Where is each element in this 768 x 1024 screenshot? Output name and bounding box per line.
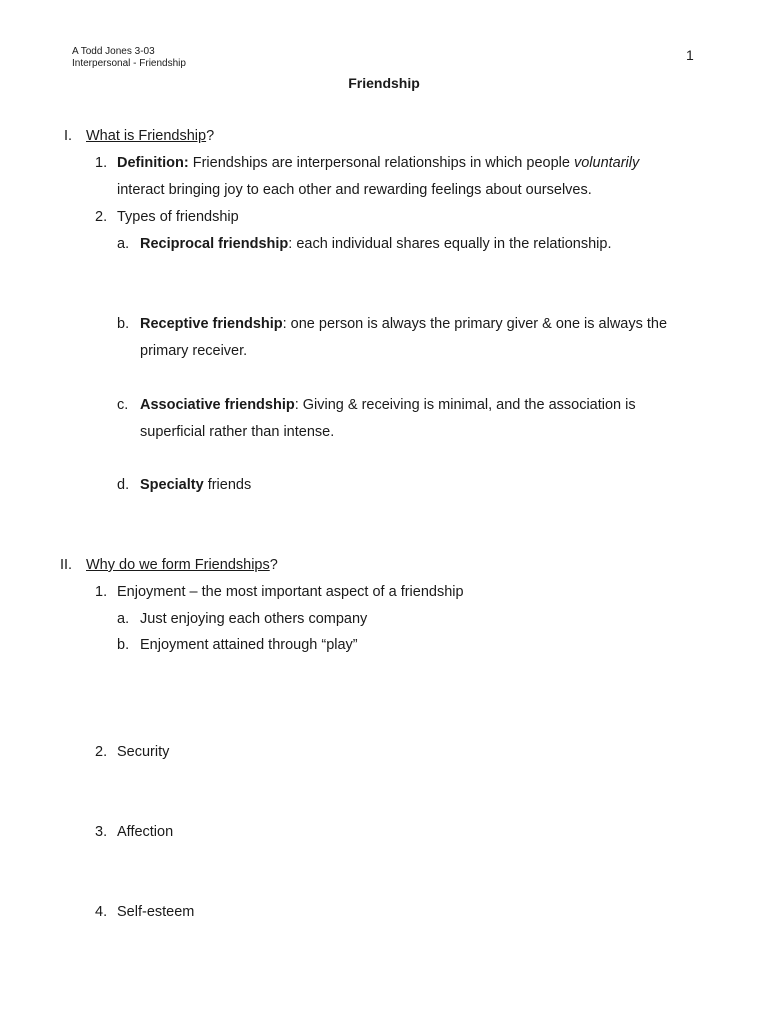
definition-label: Definition: <box>117 155 189 171</box>
section-1-heading-text: What is Friendship <box>86 128 207 144</box>
page-number: 1 <box>686 47 694 63</box>
sub-a-text <box>140 234 612 254</box>
header-course: Interpersonal - Friendship <box>72 58 186 69</box>
sub-b-bold: Receptive friendship <box>140 316 283 332</box>
item-2-3-text: Affection <box>117 824 174 840</box>
sub-c-letter: c. <box>117 397 129 413</box>
sub-b-desc: : one person is always the primary giver & one is always the <box>282 316 668 332</box>
definition-text: Friendships are interpersonal relationships in which people <box>188 155 574 171</box>
sub-d-letter: d. <box>117 477 130 493</box>
item-1-2-number: 2. <box>95 209 108 225</box>
sub-c-text <box>140 395 636 415</box>
section-2-heading <box>86 555 278 575</box>
section-1-heading <box>86 126 214 146</box>
item-2-2-text: Security <box>117 744 170 760</box>
section-2-heading-suffix: ? <box>269 557 278 573</box>
page-title: Friendship <box>348 75 420 91</box>
section-2-numeral: II. <box>60 557 73 573</box>
item-2-2-number: 2. <box>95 744 108 760</box>
header-author: A Todd Jones 3-03 <box>72 46 155 57</box>
item-2-3-number: 3. <box>95 824 108 840</box>
definition-italic: voluntarily <box>573 155 640 171</box>
sub-d-desc: friends <box>203 477 252 493</box>
item-2-1-a-letter: a. <box>117 611 130 627</box>
sub-c-continuation: superficial rather than intense. <box>140 424 335 440</box>
item-2-1-text: Enjoyment – the most important aspect of a friendship <box>117 584 464 600</box>
item-1-1-text <box>117 153 639 173</box>
sub-a-bold: Reciprocal friendship <box>140 236 289 252</box>
item-1-2-text: Types of friendship <box>117 209 239 225</box>
section-2-heading-text: Why do we form Friendships <box>86 557 270 573</box>
item-1-1-continuation: interact bringing joy to each other and rewarding feelings about ourselves. <box>117 182 592 198</box>
item-2-1-b-text: Enjoyment attained through “play” <box>140 637 358 653</box>
sub-a-letter: a. <box>117 236 130 252</box>
item-2-1-a-text: Just enjoying each others company <box>140 611 368 627</box>
section-1-numeral: I. <box>64 128 73 144</box>
sub-d-text <box>140 475 251 495</box>
sub-d-bold: Specialty <box>140 477 204 493</box>
item-2-4-text: Self-esteem <box>117 904 195 920</box>
section-1-heading-suffix: ? <box>206 128 215 144</box>
sub-c-bold: Associative friendship <box>140 397 295 413</box>
sub-b-text <box>140 314 667 334</box>
item-2-1-b-letter: b. <box>117 637 130 653</box>
sub-a-desc: : each individual shares equally in the relationship. <box>288 236 612 252</box>
item-1-1-number: 1. <box>95 155 108 171</box>
item-2-1-number: 1. <box>95 584 108 600</box>
sub-c-desc: : Giving & receiving is minimal, and the association is <box>294 397 636 413</box>
sub-b-letter: b. <box>117 316 130 332</box>
item-2-4-number: 4. <box>95 904 108 920</box>
sub-b-continuation: primary receiver. <box>140 343 248 359</box>
